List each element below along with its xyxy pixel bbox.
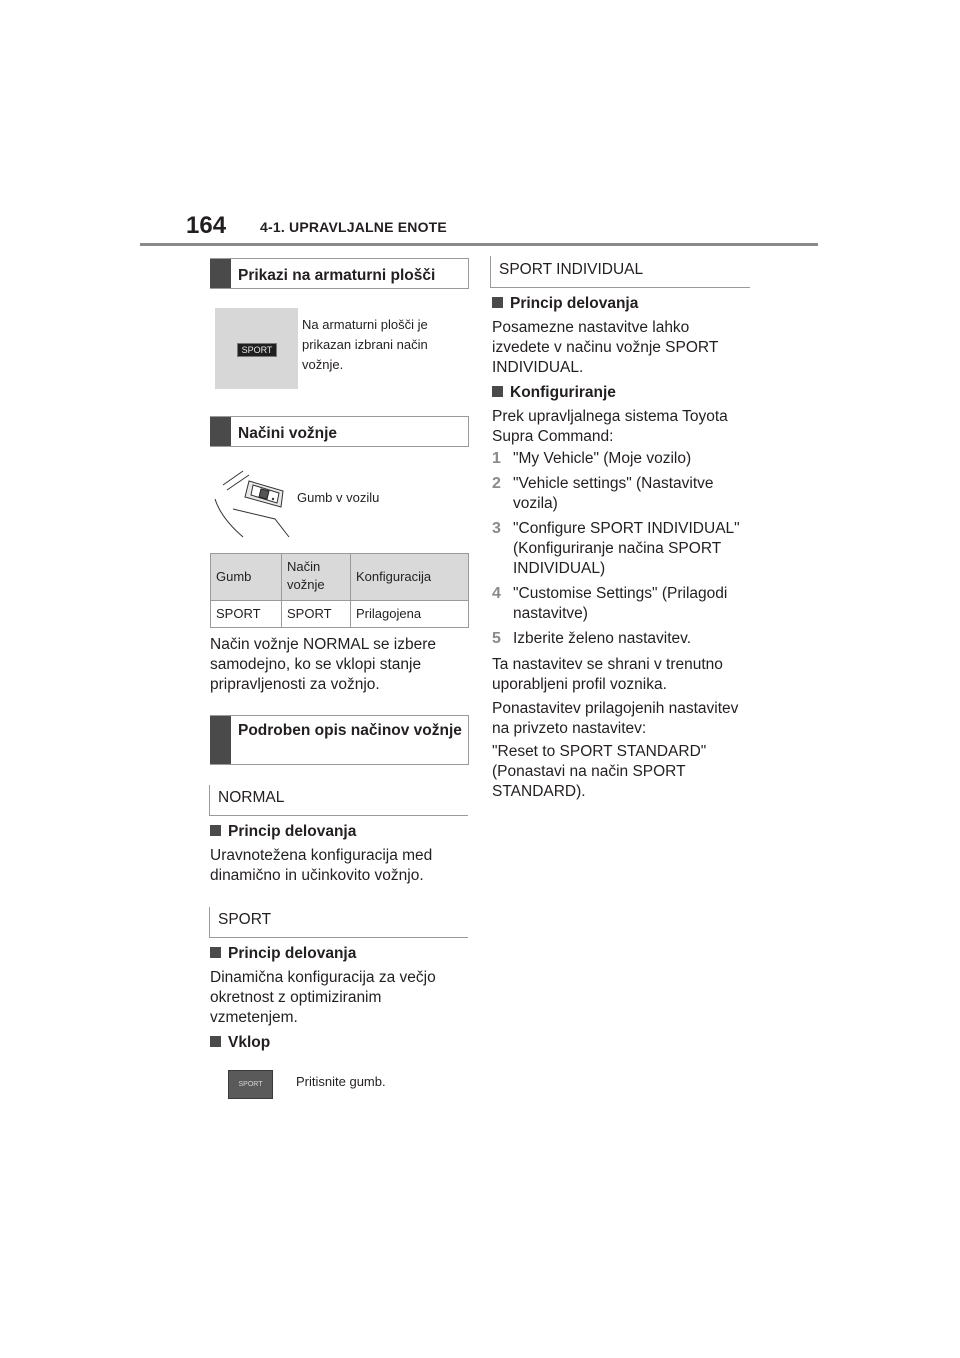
bullet-label: Princip delovanja: [228, 945, 357, 962]
table-cell: Prilagojena: [351, 601, 469, 628]
sport-heading: SPORT: [209, 907, 468, 938]
table-header-cell: Konfiguracija: [351, 554, 469, 601]
step-number: 1: [492, 450, 501, 467]
page-number: 164: [186, 212, 227, 239]
title-text: Prikazi na armaturni plošči: [238, 267, 436, 284]
step-number: 3: [492, 520, 501, 537]
bullet-square-icon: [210, 947, 221, 958]
step-item: [492, 519, 752, 579]
bullet-square-icon: [492, 386, 503, 397]
step-number: 4: [492, 585, 501, 602]
title-text: Podroben opis načinov vožnje: [238, 722, 462, 739]
profile-save-note: Ta nastavitev se shrani v trenutno uporabljeni profil voznika.: [492, 656, 723, 693]
sport-description: Dinamična konfiguracija za večjo okretnost z optimiziranim vzmetenjem.: [210, 969, 436, 1026]
normal-heading: NORMAL: [209, 785, 468, 816]
configure-intro: Prek upravljalnega sistema Toyota Supra Command:: [492, 408, 728, 445]
title-box-mode-details: [210, 715, 469, 765]
normal-principle-heading: [210, 822, 356, 842]
title-bar-marker: [210, 259, 231, 288]
section-title: 4-1. UPRAVLJALNE ENOTE: [260, 219, 447, 235]
title-bar-marker: [210, 716, 231, 764]
button-caption: Gumb v vozilu: [297, 490, 380, 505]
bullet-square-icon: [210, 825, 221, 836]
normal-auto-note: Način vožnje NORMAL se izbere samodejno, ko se vklopi stanje pripravljenosti za vožnjo.: [210, 636, 436, 693]
step-number: 5: [492, 630, 501, 647]
sport-individual-heading: SPORT INDIVIDUAL: [490, 256, 750, 288]
step-text: "Vehicle settings" (Nastavitve vozila): [513, 475, 714, 512]
sport-button-label: SPORT: [238, 1081, 263, 1088]
step-text: Izberite želeno nastavitev.: [513, 630, 692, 647]
table-cell: SPORT: [211, 601, 282, 628]
activation-heading: [210, 1033, 270, 1053]
header-divider: [140, 243, 818, 246]
step-item: [492, 629, 752, 649]
mode-table: [210, 553, 469, 628]
bullet-square-icon: [492, 297, 503, 308]
title-box-driving-modes: [210, 416, 469, 447]
step-item: [492, 474, 752, 514]
step-text: "My Vehicle" (Moje vozilo): [513, 450, 692, 467]
reset-intro: Ponastavitev prilagojenih nastavitev na privzeto nastavitev:: [492, 700, 739, 737]
bullet-label: Princip delovanja: [228, 823, 357, 840]
step-text: "Customise Settings" (Prilagodi nastavitve): [513, 585, 728, 622]
bullet-label: Konfiguriranje: [510, 384, 616, 401]
table-header-cell: Gumb: [211, 554, 282, 601]
table-row: [211, 601, 469, 628]
step-text: "Configure SPORT INDIVIDUAL" (Konfiguriranje načina SPORT INDIVIDUAL): [513, 520, 740, 577]
step-number: 2: [492, 475, 501, 492]
instrument-display-image: [215, 308, 298, 389]
bullet-label: Vklop: [228, 1034, 271, 1051]
display-description: Na armaturni plošči je prikazan izbrani način vožnje.: [302, 317, 428, 372]
step-item: [492, 449, 752, 469]
bullet-square-icon: [210, 1036, 221, 1047]
press-button-instruction: Pritisnite gumb.: [296, 1074, 386, 1089]
individual-description: Posamezne nastavitve lahko izvedete v načinu vožnje SPORT INDIVIDUAL.: [492, 319, 719, 376]
step-item: [492, 584, 752, 624]
table-header-cell: Način vožnje: [282, 554, 351, 601]
sport-badge-icon: SPORT: [237, 343, 277, 357]
sport-button-image: [228, 1070, 273, 1099]
normal-description: Uravnotežena konfiguracija med dinamično in učinkovito vožnjo.: [210, 847, 433, 884]
title-box-instrument-display: [210, 258, 469, 289]
title-text: Načini vožnje: [238, 425, 338, 442]
individual-principle-heading: [492, 294, 638, 314]
reset-command: "Reset to SPORT STANDARD" (Ponastavi na način SPORT STANDARD).: [492, 743, 707, 800]
bullet-label: Princip delovanja: [510, 295, 639, 312]
table-cell: SPORT: [282, 601, 351, 628]
configure-heading: [492, 383, 616, 403]
title-bar-marker: [210, 417, 231, 446]
table-header-row: [211, 554, 469, 601]
sport-principle-heading: [210, 944, 356, 964]
vehicle-button-icon: [213, 463, 293, 539]
